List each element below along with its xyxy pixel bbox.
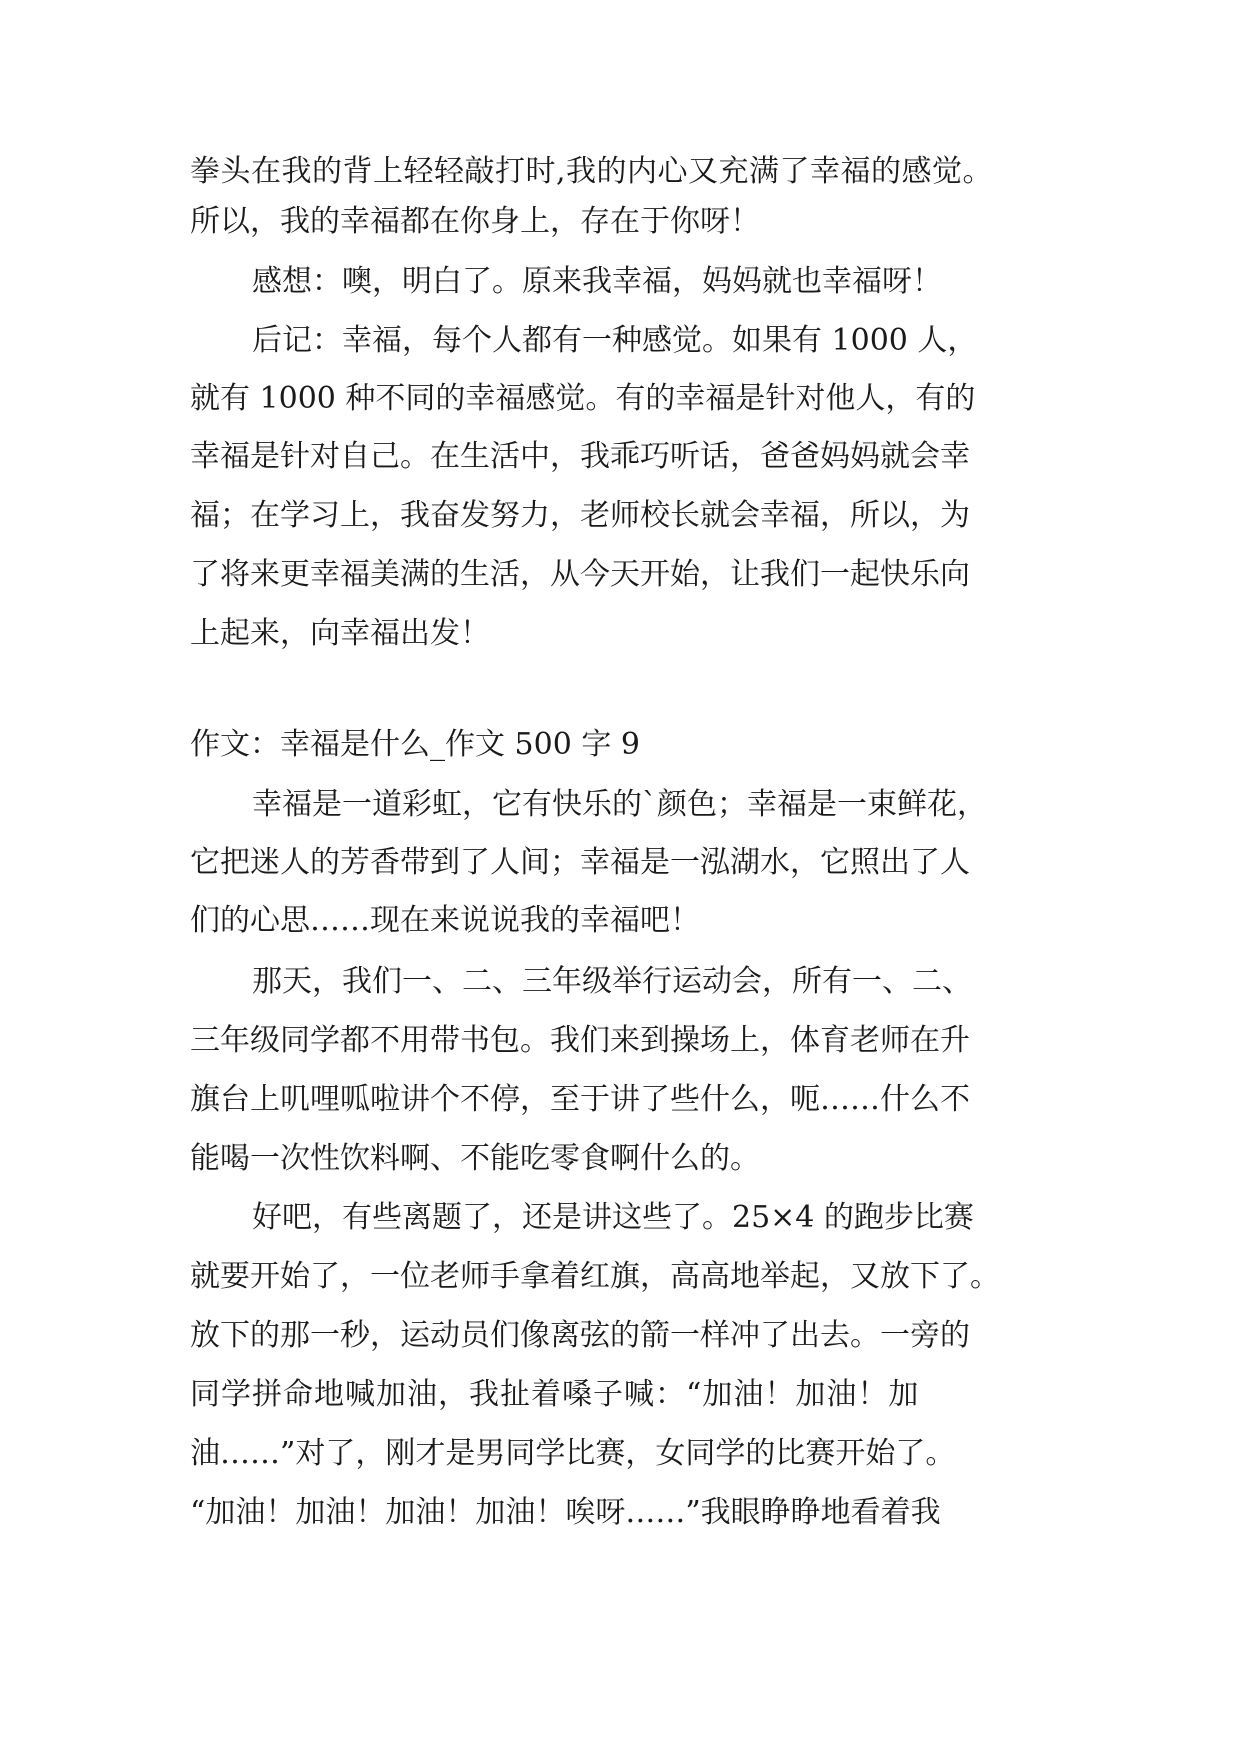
paragraph-line: 了将来更幸福美满的生活，从今天开始，让我们一起快乐向 [190, 557, 970, 592]
paragraph-line: 放下的那一秒，运动员们像离弦的箭一样冲了出去。一旁的 [190, 1318, 970, 1353]
paragraph-line: 福；在学习上，我奋发努力，老师校长就会幸福，所以，为 [190, 498, 970, 533]
paragraph-line: 上起来，向幸福出发！ [190, 616, 490, 651]
paragraph-line: 油……”对了，刚才是男同学比赛，女同学的比赛开始了。 [190, 1436, 956, 1471]
paragraph-line: 幸福是一道彩虹，它有快乐的`颜色；幸福是一束鲜花， [252, 787, 987, 822]
paragraph-line: 们的心思……现在来说说我的幸福吧！ [190, 903, 700, 938]
paragraph-line: 拳头在我的背上轻轻敲打时,我的内心又充满了幸福的感觉。 [190, 154, 994, 189]
paragraph-line: 幸福是针对自己。在生活中，我乖巧听话，爸爸妈妈就会幸 [190, 439, 970, 474]
section-title: 作文：幸福是什么_作文 500 字 9 [190, 727, 640, 762]
paragraph-line: 就要开始了，一位老师手拿着红旗，高高地举起，又放下了。 [190, 1259, 1000, 1294]
paragraph-line: 好吧，有些离题了，还是讲这些了。25×4 的跑步比赛 [252, 1200, 974, 1235]
paragraph-line: 所以，我的幸福都在你身上，存在于你呀！ [190, 204, 760, 239]
paragraph-line: 那天，我们一、二、三年级举行运动会，所有一、二、 [252, 964, 972, 999]
paragraph-line: 三年级同学都不用带书包。我们来到操场上，体育老师在升 [190, 1023, 970, 1058]
paragraph-line: 旗台上叽哩呱啦讲个不停，至于讲了些什么，呃……什么不 [190, 1082, 970, 1117]
paragraph-line: 后记：幸福，每个人都有一种感觉。如果有 1000 人， [252, 323, 978, 358]
paragraph-line: 就有 1000 种不同的幸福感觉。有的幸福是针对他人，有的 [190, 381, 976, 416]
paragraph-line: 同学拼命地喊加油，我扯着嗓子喊：“加油！加油！加 [190, 1377, 920, 1412]
paragraph-line: 能喝一次性饮料啊、不能吃零食啊什么的。 [190, 1141, 760, 1176]
paragraph-line: “加油！加油！加油！加油！唉呀……”我眼睁睁地看着我 [190, 1495, 941, 1530]
paragraph-line: 它把迷人的芳香带到了人间；幸福是一泓湖水，它照出了人 [190, 845, 970, 880]
paragraph-line: 感想：噢，明白了。原来我幸福，妈妈就也幸福呀！ [252, 264, 942, 299]
